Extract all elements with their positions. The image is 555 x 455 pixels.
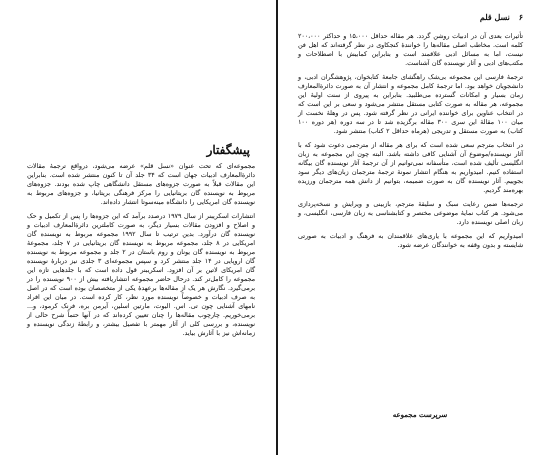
paragraph: مجموعه‌ای که تحت عنوان «نسل قلم» عرضه می‌شود، درواقع ترجمهٔ مقالات دائرة‌المعارف ادبیات جهان است که ۳۴ جلد آن تا کنون منتشر شده است. بنابراین این مقالات قبلاً به صورت جزوه‌های مستقل دانشگاهی چاپ شده بودند. جزوه‌های مربوط به نویسنده گان بریتانیایی را مرکز فرهنگی بریتانیا، و جزوه‌های مربوط به نویسنده گان امریکایی را دانشگاه مینه‌سوتا انتشار داده‌اند. (27, 163, 255, 206)
paragraph: انتشارات اسکریبنر از سال ۱۹۷۹ درصدد برآمد که این جزوه‌ها را پس از تکمیل و حک و اصلاح و افزودن مقالات بسیار دیگر، به صورت کاملترین دائرة‌المعارف ادبیات و نویسنده گان درآورد. بدین ترتیب تا سال ۱۹۹۲ مجموعه مربوط به نویسنده گان امریکایی در ۸ جلد، مجموعه مربوط به نویسنده گان بریتانیایی در ۷ جلد، مجموعهٔ مربوط به نویسنده گان یونان و روم باستان در ۲ جلد و مجموعه مربوط به نویسنده گان اروپایی در ۱۴ جلد منتشر کرد و سپس مجموعه‌ای ۳ جلدی نیز دربارهٔ نویسنده گان امریکای لاتین بر آن افزود. اسکریبنر قول داده است که با جلدهایی تازه این مجموعه را کامل‌تر کند. درحال حاضر مجموعه انتشاریافته بیش از ۹۰۰ نویسنده را در برمی‌گیرد. نگارش هر یک از مقاله‌ها برعهدهٔ یکی از متخصصان بوده است که در اصل به صرف ادبیات و خصوصاً نویسنده مورد نظر، کار کرده است. در میان این افراد نامهای آشنایی چون تی. اس. الیوت، مارتین اسلین، آیرمن بره، فرنک کرمود، و... برمی‌خوریم. چارچوب مقاله‌ها را چنان تعیین کرده‌اند که در آنها حتماً شرح حالی از نویسنده، و بررسی کلی از آثار مهمتر با تفصیل بیشتر، و رابطهٔ زندگی نویسنده و زمانه‌اش نیز با آثارش بیاید. (27, 213, 256, 337)
page-gutter (276, 0, 278, 455)
paragraph: امیدواریم که این مجموعه با یاری‌های علاقمندان به فرهنگ و ادبیات به صورتی شایسته و بدون وقفه به خوانندگان عرضه شود. (298, 233, 523, 249)
page-number: ۶ (518, 12, 523, 22)
paragraph: تأثیرات بعدی آن در ادبیات روشن گردد. هر مقاله حداقل ۱۵،۰۰۰ و حداکثر ۲۰۰،۰۰۰ کلمه است. مخاطب اصلی مقاله‌ها را خوانندهٔ کنجکاوی در نظر گرفته‌اند که اهل فن نیست، اما به مسائل ادبی علاقمند است و بنابراین کمابیش با اصطلاحات و مکتب‌های ادبی و آثار نویسنده گان آشناست. (298, 33, 523, 67)
paragraph: در انتخاب مترجم سعی شده است که برای هر مقاله از مترجمی دعوت شود که با آثار نویسنده/موضوع آن آشنایی کافی داشته باشد. البته چون این مجموعه به زبان انگلیسی تألیف شده است، متأسفانه نمی‌توانیم از آن ترجمهٔ آثار نویسنده گان بیگانه استفاده کنیم. امیدواریم به هنگام انتشار نمونهٔ ترجمهٔ مترجمان زبان‌های دیگر سود بجوییم. آثار نویسنده گان به صورت ضمیمه، بتوانیم از دانش همه مترجمان ورزیده بهره‌مند گردیم. (298, 142, 523, 194)
right-page-text (298, 32, 523, 255)
running-title: نسل قلم (479, 12, 510, 22)
paragraph: ترجمه‌ها ضمن رعایت سبک و سلیقهٔ مترجم، بازبینی و ویرایش و نسخه‌پردازی می‌شود. هر کتاب نمایهٔ موضوعی مختصر و کتابشناسی به زبان فارسی، انگلیسی، و زبان اصلی نویسنده دارد. (298, 201, 523, 226)
editor-signature: سرپرست مجموعه (392, 410, 448, 419)
running-header (298, 12, 523, 22)
paragraph: ترجمهٔ فارسی این مجموعه بی‌شک راهگشای جامعهٔ کتابخوان، پژوهشگران ادبی، و دانشجویان خواهد بود. اما ترجمهٔ کامل مجموعه و انتشار آن به صورت دائرة‌المعارف زمان بسیار و امکانات گسترده می‌طلبید. بنابراین به پیروی از سنت اولیهٔ این مجموعه، هر مقاله به صورت کتابی مستقل منتشر می‌شود و سعی بر این است که در انتخاب عناوین برای خواننده ایرانی در نظر گرفته شود. پس در وهلهٔ نخست از میان ۱۰۰ مقالهٔ این سری ۳۰۰ مقاله برگزیده شد تا در سه دوره (هر دوره ۱۰۰ کتاب) به صورت مستقل و تدریجی (هرماه حداقل ۲ کتاب) منتشر شود. (298, 74, 523, 135)
left-page-text (27, 162, 255, 343)
section-title: پیشگفتار (206, 143, 250, 157)
